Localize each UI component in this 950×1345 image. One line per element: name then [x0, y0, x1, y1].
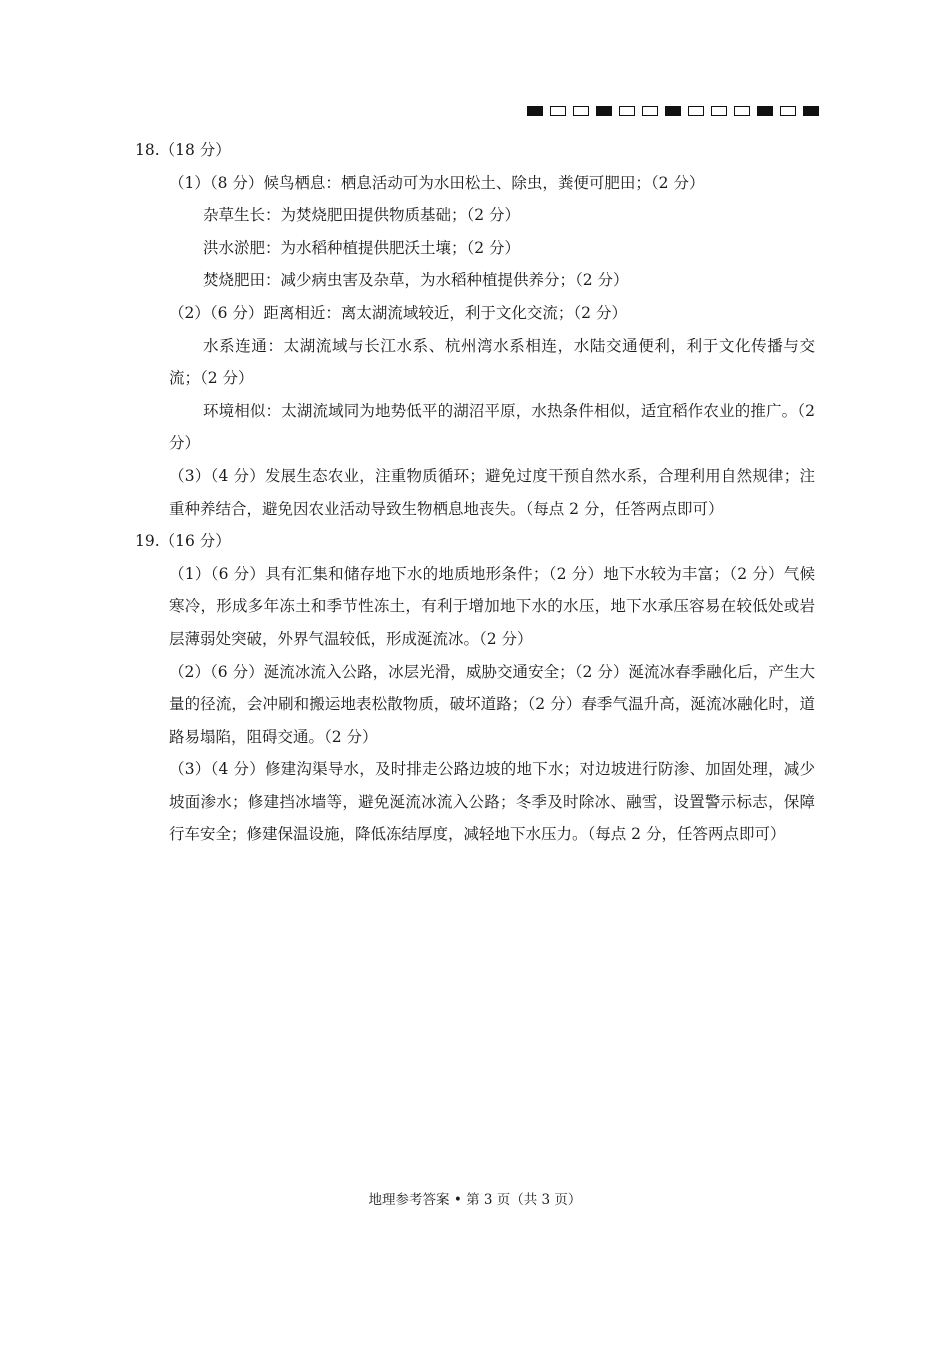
empty-square-marker [619, 106, 635, 116]
page-footer: 地理参考答案 • 第 3 页（共 3 页） [368, 1192, 582, 1208]
filled-square-marker [527, 106, 543, 116]
empty-square-marker [734, 106, 750, 116]
q18-part3: （3）（4 分）发展生态农业，注重物质循环；避免过度干预自然水系，合理利用自然规律；注重种养结合，避免因农业活动导致生物栖息地丧失。（每点 2 分，任答两点即可） [169, 466, 815, 518]
page-marker-bar [527, 106, 819, 116]
q18-part1-line1: （1）（8 分）候鸟栖息：栖息活动可为水田松土、除虫，粪便可肥田；（2 分） [169, 173, 705, 192]
filled-square-marker [665, 106, 681, 116]
filled-square-marker [757, 106, 773, 116]
empty-square-marker [550, 106, 566, 116]
empty-square-marker [573, 106, 589, 116]
answer-content [135, 134, 815, 851]
q18-part1-line3: 洪水淤肥：为水稻种植提供肥沃土壤；（2 分） [203, 238, 521, 257]
q18-part1-line4: 焚烧肥田：减少病虫害及杂草，为水稻种植提供养分；（2 分） [203, 271, 629, 290]
empty-square-marker [642, 106, 658, 116]
q18-part2-para2: 水系连通：太湖流域与长江水系、杭州湾水系相连，水陆交通便利，利于文化传播与交流；（2 分） [169, 336, 815, 388]
question-19-heading: 19.（16 分） [135, 532, 231, 551]
q18-part1-line2: 杂草生长：为焚烧肥田提供物质基础；（2 分） [203, 206, 521, 225]
filled-square-marker [803, 106, 819, 116]
question-18-heading: 18.（18 分） [135, 141, 231, 159]
q19-part2: （2）（6 分）涎流冰流入公路，冰层光滑，威胁交通安全；（2 分）涎流冰春季融化后，产生大量的径流，会冲刷和搬运地表松散物质，破坏道路；（2 分）春季气温升高，涎流冰融化时，道路易塌陷，阻碍交通。（2 分） [169, 662, 815, 746]
q18-part2-line1: （2）（6 分）距离相近：离太湖流域较近，利于文化交流；（2 分） [169, 303, 627, 322]
filled-square-marker [596, 106, 612, 116]
question-18 [135, 134, 815, 525]
q18-part2-para3: 环境相似：太湖流域同为地势低平的湖沼平原，水热条件相似，适宜稻作农业的推广。（2 分） [169, 401, 815, 453]
q19-part3: （3）（4 分）修建沟渠导水，及时排走公路边坡的地下水；对边坡进行防渗、加固处理，减少坡面渗水；修建挡冰墙等，避免涎流冰流入公路；冬季及时除冰、融雪，设置警示标志，保障行车安全；修建保温设施，降低冻结厚度，减轻地下水压力。（每点 2 分，任答两点即可） [169, 760, 815, 844]
question-19 [135, 525, 815, 851]
q19-part1: （1）（6 分）具有汇集和储存地下水的地质地形条件；（2 分）地下水较为丰富；（2 分）气候寒冷，形成多年冻土和季节性冻土，有利于增加地下水的水压，地下水承压容易在较低处或岩层薄弱处突破，外界气温较低，形成涎流冰。（2 分） [169, 564, 815, 648]
empty-square-marker [711, 106, 727, 116]
empty-square-marker [688, 106, 704, 116]
empty-square-marker [780, 106, 796, 116]
